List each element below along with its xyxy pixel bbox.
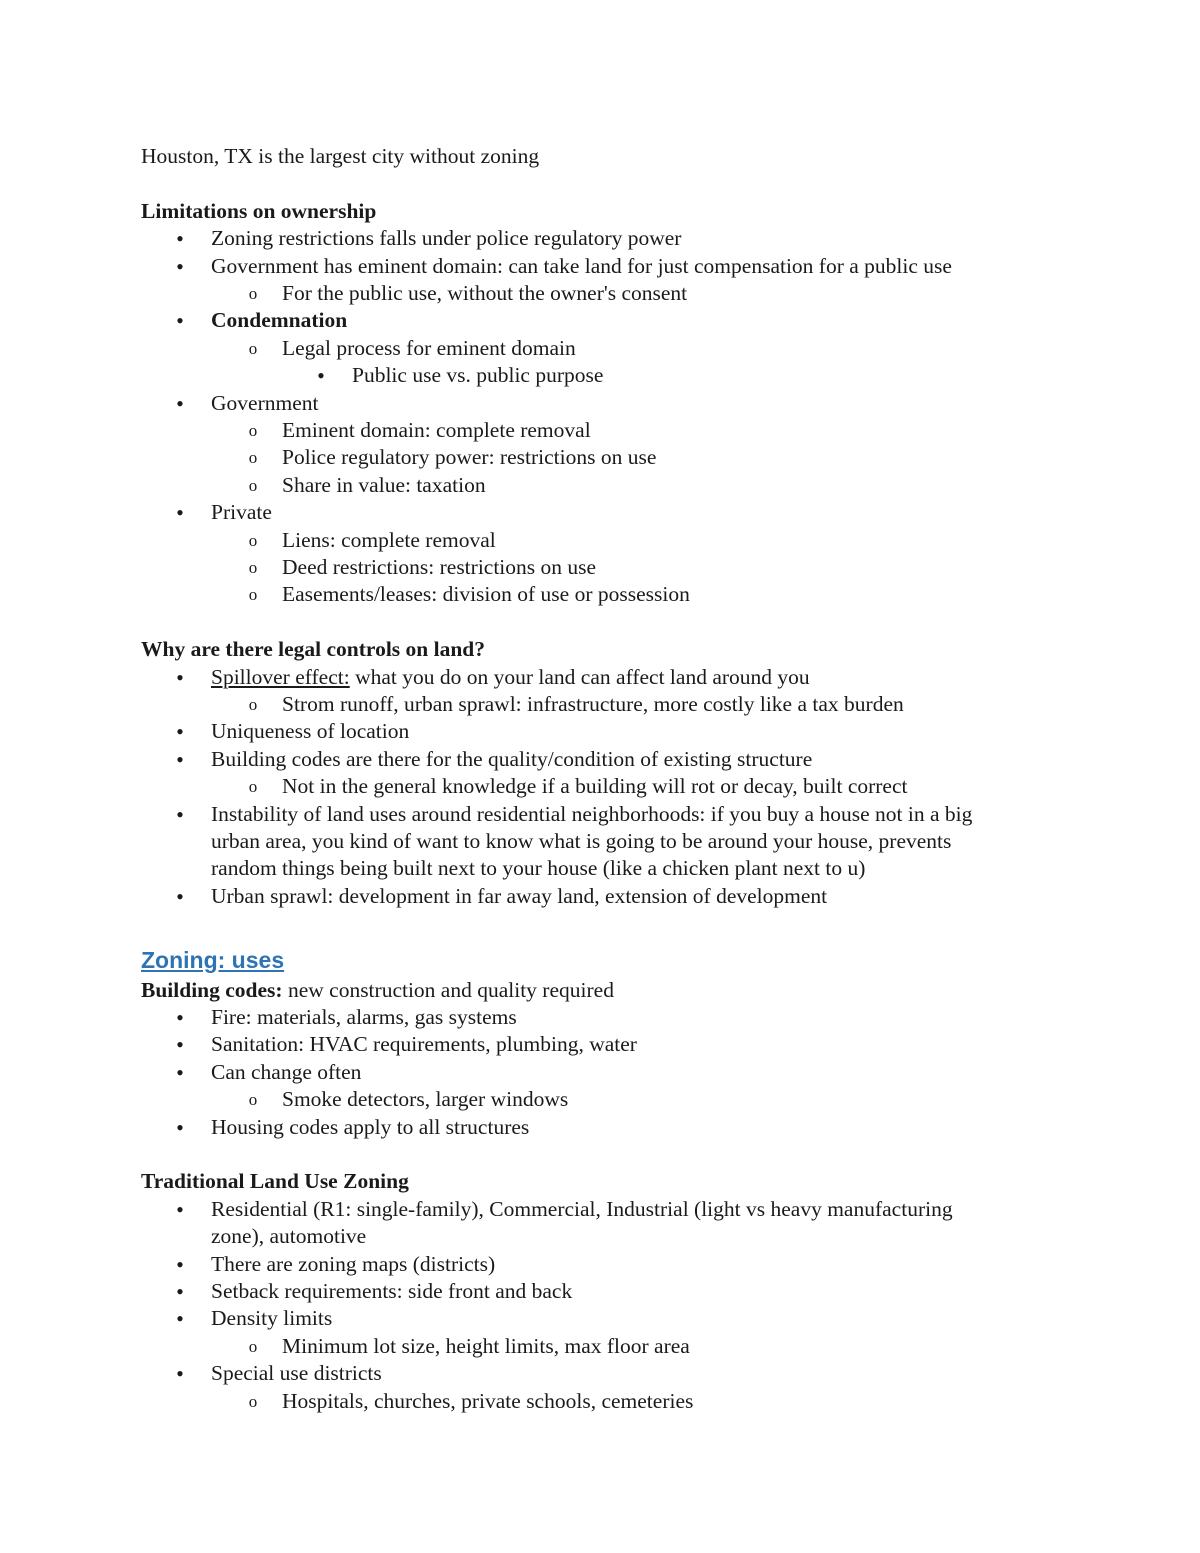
list-item-continuation — [0, 1223, 1100, 1250]
spillover-term: Spillover effect: — [211, 664, 350, 689]
list-item — [0, 1388, 1100, 1415]
list-item — [0, 225, 1100, 252]
disc-bullet-icon: • — [176, 1059, 184, 1085]
list-item — [0, 1004, 1100, 1031]
intro-line — [0, 143, 1100, 170]
building-codes-label: Building codes: — [141, 977, 283, 1002]
disc-bullet-icon: • — [176, 883, 184, 909]
list-item — [0, 1031, 1100, 1058]
list-item-text: Easements/leases: division of use or possession — [282, 582, 690, 607]
disc-bullet-icon: • — [176, 1306, 184, 1332]
list-item-text: Instability of land uses around residential neighborhoods: if you buy a house not in a big — [211, 801, 973, 826]
list-item-text — [211, 664, 810, 691]
circle-bullet-icon: o — [248, 695, 258, 714]
intro-text: Houston, TX is the largest city without zoning — [141, 144, 540, 168]
list-item — [0, 335, 1100, 362]
list-item — [0, 1251, 1100, 1278]
list-item-text: Smoke detectors, larger windows — [282, 1087, 569, 1112]
list-item — [0, 883, 1100, 910]
list-item-continuation-text: urban area, you kind of want to know what is going to be around your house, prevents — [211, 829, 952, 853]
building-codes-line — [0, 977, 1100, 1004]
disc-bullet-icon: • — [176, 1279, 184, 1304]
disc-bullet-icon: • — [317, 363, 325, 389]
section-heading — [0, 1168, 1100, 1195]
section-heading — [0, 636, 1100, 663]
list-item-text: Public use vs. public purpose — [352, 363, 604, 388]
list-item — [0, 527, 1100, 554]
list-item — [0, 499, 1100, 526]
list-item — [0, 307, 1100, 334]
list-item — [0, 1360, 1100, 1387]
section-heading-text: Why are there legal controls on land? — [141, 637, 485, 662]
disc-bullet-icon: • — [176, 253, 184, 279]
circle-bullet-icon: o — [248, 558, 258, 577]
section-heading-text: Limitations on ownership — [141, 198, 377, 223]
disc-bullet-icon: • — [176, 719, 184, 745]
list-item-text: Deed restrictions: restrictions on use — [282, 555, 597, 579]
list-item-text: Government has eminent domain: can take land for just compensation for a public use — [211, 253, 952, 278]
list-item-text: Share in value: taxation — [282, 472, 486, 497]
disc-bullet-icon: • — [176, 664, 184, 690]
list-item — [0, 718, 1100, 745]
list-item-text: Housing codes apply to all structures — [211, 1114, 530, 1139]
list-item-text: Minimum lot size, height limits, max floor area — [282, 1333, 690, 1358]
list-item-text: Building codes are there for the quality/condition of existing structure — [211, 746, 813, 771]
list-item-text: Strom runoff, urban sprawl: infrastructure, more costly like a tax burden — [282, 692, 904, 716]
disc-bullet-icon: • — [176, 1032, 184, 1058]
list-item — [0, 1086, 1100, 1113]
list-item — [0, 581, 1100, 608]
list-item-text: For the public use, without the owner's consent — [282, 281, 688, 305]
list-item — [0, 1333, 1100, 1360]
list-item-text: Setback requirements: side front and back — [211, 1279, 573, 1303]
list-item-text: There are zoning maps (districts) — [211, 1251, 496, 1276]
circle-bullet-icon: o — [248, 1391, 258, 1411]
circle-bullet-icon: o — [248, 585, 258, 605]
list-item — [0, 1196, 1100, 1223]
list-item — [0, 472, 1100, 499]
disc-bullet-icon: • — [176, 746, 184, 772]
list-item — [0, 417, 1100, 444]
section-heading — [0, 198, 1100, 225]
spillover-desc: what you do on your land can affect land around you — [349, 664, 810, 689]
circle-bullet-icon: o — [248, 448, 258, 468]
list-item-text: Residential (R1: single-family), Commercial, Industrial (light vs heavy manufacturing — [211, 1196, 953, 1221]
list-item-continuation — [0, 828, 1100, 855]
list-item-text: Eminent domain: complete removal — [282, 418, 591, 442]
list-item-text: Government — [211, 390, 319, 415]
list-item — [0, 773, 1100, 800]
disc-bullet-icon: • — [176, 1005, 184, 1030]
disc-bullet-icon: • — [176, 1251, 184, 1277]
list-item — [0, 746, 1100, 773]
disc-bullet-icon: • — [176, 1196, 184, 1222]
list-item-text: Hospitals, churches, private schools, cemeteries — [282, 1388, 694, 1413]
disc-bullet-icon: • — [176, 308, 184, 334]
list-item-text: Condemnation — [211, 308, 348, 333]
list-item-continuation-text: zone), automotive — [211, 1224, 367, 1249]
circle-bullet-icon: o — [248, 475, 258, 495]
list-item — [0, 801, 1100, 828]
list-item — [0, 362, 1100, 389]
list-item-text: Can change often — [211, 1059, 362, 1084]
disc-bullet-icon: • — [176, 226, 184, 252]
circle-bullet-icon: o — [248, 1336, 258, 1356]
list-item-text: Urban sprawl: development in far away land, extension of development — [211, 883, 828, 908]
circle-bullet-icon: o — [248, 284, 258, 303]
disc-bullet-icon: • — [176, 390, 184, 416]
list-item-text: Private — [211, 500, 272, 525]
list-item — [0, 390, 1100, 417]
circle-bullet-icon: o — [248, 421, 258, 440]
list-item-text: Special use districts — [211, 1361, 382, 1386]
list-item-text: Police regulatory power: restrictions on use — [282, 445, 657, 470]
list-item — [0, 691, 1100, 718]
building-codes-desc: new construction and quality required — [282, 977, 614, 1002]
circle-bullet-icon: o — [248, 1090, 258, 1110]
list-item-text: Fire: materials, alarms, gas systems — [211, 1005, 517, 1029]
circle-bullet-icon: o — [248, 338, 258, 358]
list-item-text: Sanitation: HVAC requirements, plumbing, water — [211, 1032, 637, 1057]
list-item — [0, 1305, 1100, 1332]
list-item — [0, 280, 1100, 307]
list-item-text: Not in the general knowledge if a building will rot or decay, built correct — [282, 774, 908, 799]
list-item-text: Liens: complete removal — [282, 527, 496, 552]
disc-bullet-icon: • — [176, 1114, 184, 1140]
list-item-text: Uniqueness of location — [211, 719, 410, 744]
list-item-continuation — [0, 855, 1100, 882]
list-item — [0, 664, 1100, 691]
list-item-text: Zoning restrictions falls under police regulatory power — [211, 226, 682, 251]
list-item — [0, 554, 1100, 581]
list-item — [0, 1059, 1100, 1086]
list-item — [0, 253, 1100, 280]
section-heading-text: Traditional Land Use Zoning — [141, 1169, 409, 1194]
list-item — [0, 1114, 1100, 1141]
circle-bullet-icon: o — [248, 530, 258, 550]
circle-bullet-icon: o — [248, 777, 258, 797]
disc-bullet-icon: • — [176, 1361, 184, 1387]
list-item-text: Legal process for eminent domain — [282, 335, 576, 360]
list-item-continuation-text: random things being built next to your house (like a chicken plant next to u) — [211, 856, 866, 881]
list-item — [0, 1278, 1100, 1305]
disc-bullet-icon: • — [176, 500, 184, 526]
list-item — [0, 444, 1100, 471]
building-codes-text — [141, 977, 614, 1004]
disc-bullet-icon: • — [176, 801, 184, 827]
list-item-text: Density limits — [211, 1306, 333, 1331]
section-title-zoning-uses: Zoning: uses — [141, 946, 285, 973]
